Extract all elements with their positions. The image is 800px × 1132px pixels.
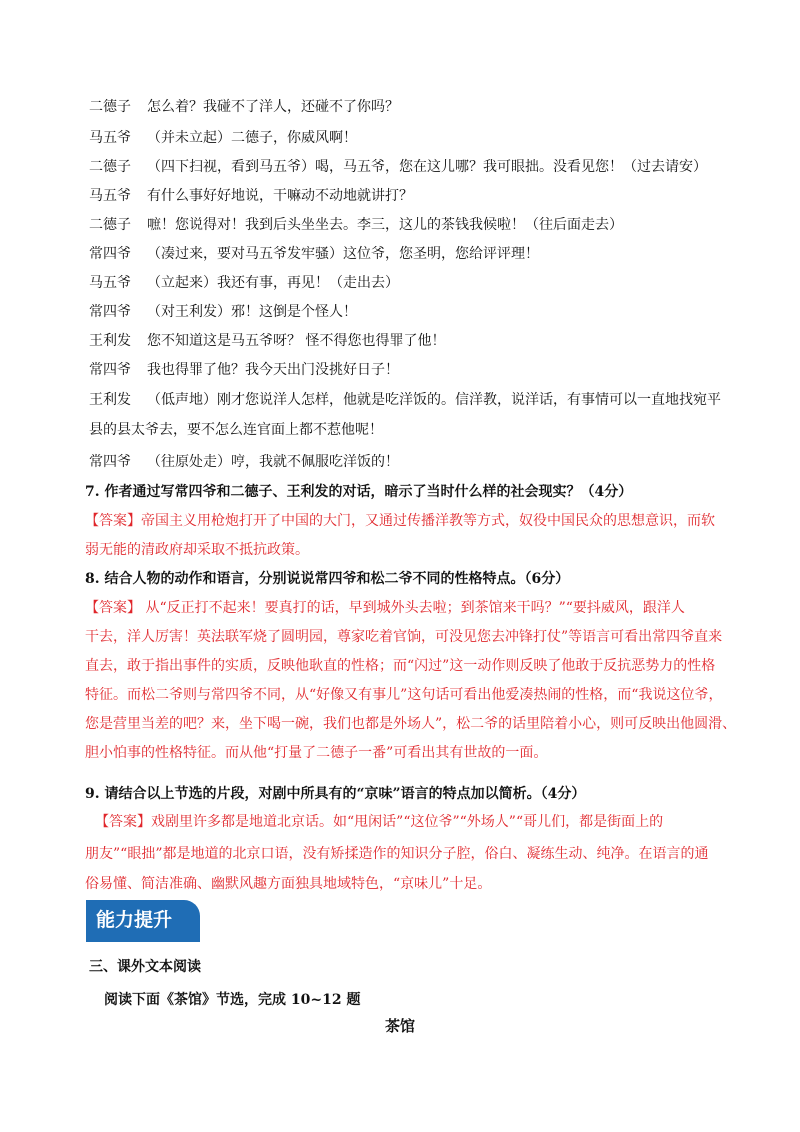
answer-8-line: 特征。而松二爷则与常四爷不同，从“好像又有事儿”这句话可看出他爱凑热闹的性格，而“我说这位爷，	[85, 687, 723, 703]
answer-8-line: 您是营里当差的吧？来，坐下喝一碗，我们也都是外场人”，松二爷的话里陪着小心，则可反映出他圆滑、	[85, 716, 737, 732]
line-text: （凑过来，要对马五爷发牢骚）这位爷，您圣明，您给评评理！	[147, 246, 539, 262]
reading-instruction: 阅读下面《茶馆》节选，完成 10~12 题	[104, 992, 361, 1008]
question-8: 8. 结合人物的动作和语言，分别说说常四爷和松二爷不同的性格特点。（6分）	[85, 571, 570, 587]
answer-8-line: 干去，洋人厉害！英法联军烧了圆明园，尊家吃着官饷，可没见您去冲锋打仗”等语言可看出常四爷直来	[85, 629, 723, 645]
line-text: （四下扫视，看到马五爷）喝，马五爷，您在这儿哪？我可眼拙。没看见您！（过去请安）	[147, 159, 707, 175]
speaker: 常四爷	[89, 246, 131, 262]
line-text: （并未立起）二德子，你威风啊！	[147, 130, 357, 146]
line-text: 您不知道这是马五爷呀？ 怪不得您也得罪了他！	[147, 333, 446, 349]
speaker: 常四爷	[89, 304, 131, 320]
section-heading: 三、课外文本阅读	[89, 959, 201, 975]
question-9: 9. 请结合以上节选的片段，对剧中所具有的“京味”语言的特点加以简析。（4分）	[85, 786, 586, 802]
line-text: （立起来）我还有事，再见！（走出去）	[147, 275, 399, 291]
speaker: 马五爷	[89, 130, 131, 146]
speaker: 王利发	[89, 392, 131, 408]
dialogue-line	[89, 128, 357, 148]
dialogue-line	[89, 157, 707, 177]
line-text: （对王利发）邪！这倒是个怪人！	[147, 304, 357, 320]
line-text: 怎么着？我碰不了洋人，还碰不了你吗？	[147, 99, 399, 115]
dialogue-line	[89, 273, 399, 293]
speaker: 王利发	[89, 333, 131, 349]
dialogue-line	[89, 97, 399, 117]
answer-8-line: 直去，敢于指出事件的实质，反映他耿直的性格；而“闪过”这一动作则反映了他敢于反抗恶势力的性格	[85, 658, 716, 674]
answer-9-line: 俗易懂、简洁准确、幽默风趣方面独具地域特色，“京味儿”十足。	[85, 876, 492, 892]
line-text: 有什么事好好地说，干嘛动不动地就讲打？	[147, 188, 413, 204]
dialogue-line	[89, 360, 399, 380]
speaker: 马五爷	[89, 188, 131, 204]
answer-7-line: 【答案】帝国主义用枪炮打开了中国的大门，又通过传播洋教等方式，奴役中国民众的思想意识，而软	[85, 513, 715, 529]
speaker: 常四爷	[89, 454, 131, 470]
answer-8-line: 【答案】 从“反正打不起来！要真打的话，早到城外头去啦；到茶馆来干吗？”“要抖威风，跟洋人	[85, 600, 685, 616]
answer-7-line: 弱无能的清政府却采取不抵抗政策。	[85, 542, 309, 558]
speaker: 二德子	[89, 217, 131, 233]
question-7: 7. 作者通过写常四爷和二德子、王利发的对话，暗示了当时什么样的社会现实？（4分）	[85, 484, 633, 500]
dialogue-line	[89, 244, 539, 264]
passage-title: 茶馆	[384, 1017, 415, 1035]
speaker: 马五爷	[89, 275, 131, 291]
dialogue-line	[89, 186, 413, 206]
dialogue-line	[89, 452, 399, 472]
line-text: 嗻！您说得对！我到后头坐坐去。李三，这儿的茶钱我候啦！（往后面走去）	[147, 217, 623, 233]
dialogue-line	[89, 331, 445, 351]
dialogue-line	[89, 302, 357, 322]
dialogue-line	[89, 215, 623, 235]
line-text: （往原处走）哼，我就不佩服吃洋饭的！	[147, 454, 399, 470]
ability-section-badge: 能力提升	[86, 900, 200, 940]
answer-9-line: 【答案】戏剧里许多都是地道北京话。如“甩闲话”“这位爷”“外场人”“哥儿们，都是街面上的	[95, 814, 664, 830]
speaker: 二德子	[89, 99, 131, 115]
dialogue-line	[89, 390, 721, 410]
line-text: 我也得罪了他？我今天出门没挑好日子！	[147, 362, 399, 378]
line-text: （低声地）刚才您说洋人怎样，他就是吃洋饭的。信洋教，说洋话，有事情可以一直地找宛平	[147, 392, 721, 408]
dialogue-continuation: 县的县太爷去，要不怎么连官面上都不惹他呢！	[89, 422, 383, 438]
answer-8-line: 胆小怕事的性格特征。而从他“打量了二德子一番”可看出其有世故的一面。	[85, 745, 548, 761]
answer-9-line: 朋友”“眼拙”都是地道的北京口语，没有矫揉造作的知识分子腔，俗白、凝练生动、纯净。在语言的通	[85, 846, 709, 862]
speaker: 常四爷	[89, 362, 131, 378]
badge-divider	[86, 940, 200, 942]
speaker: 二德子	[89, 159, 131, 175]
